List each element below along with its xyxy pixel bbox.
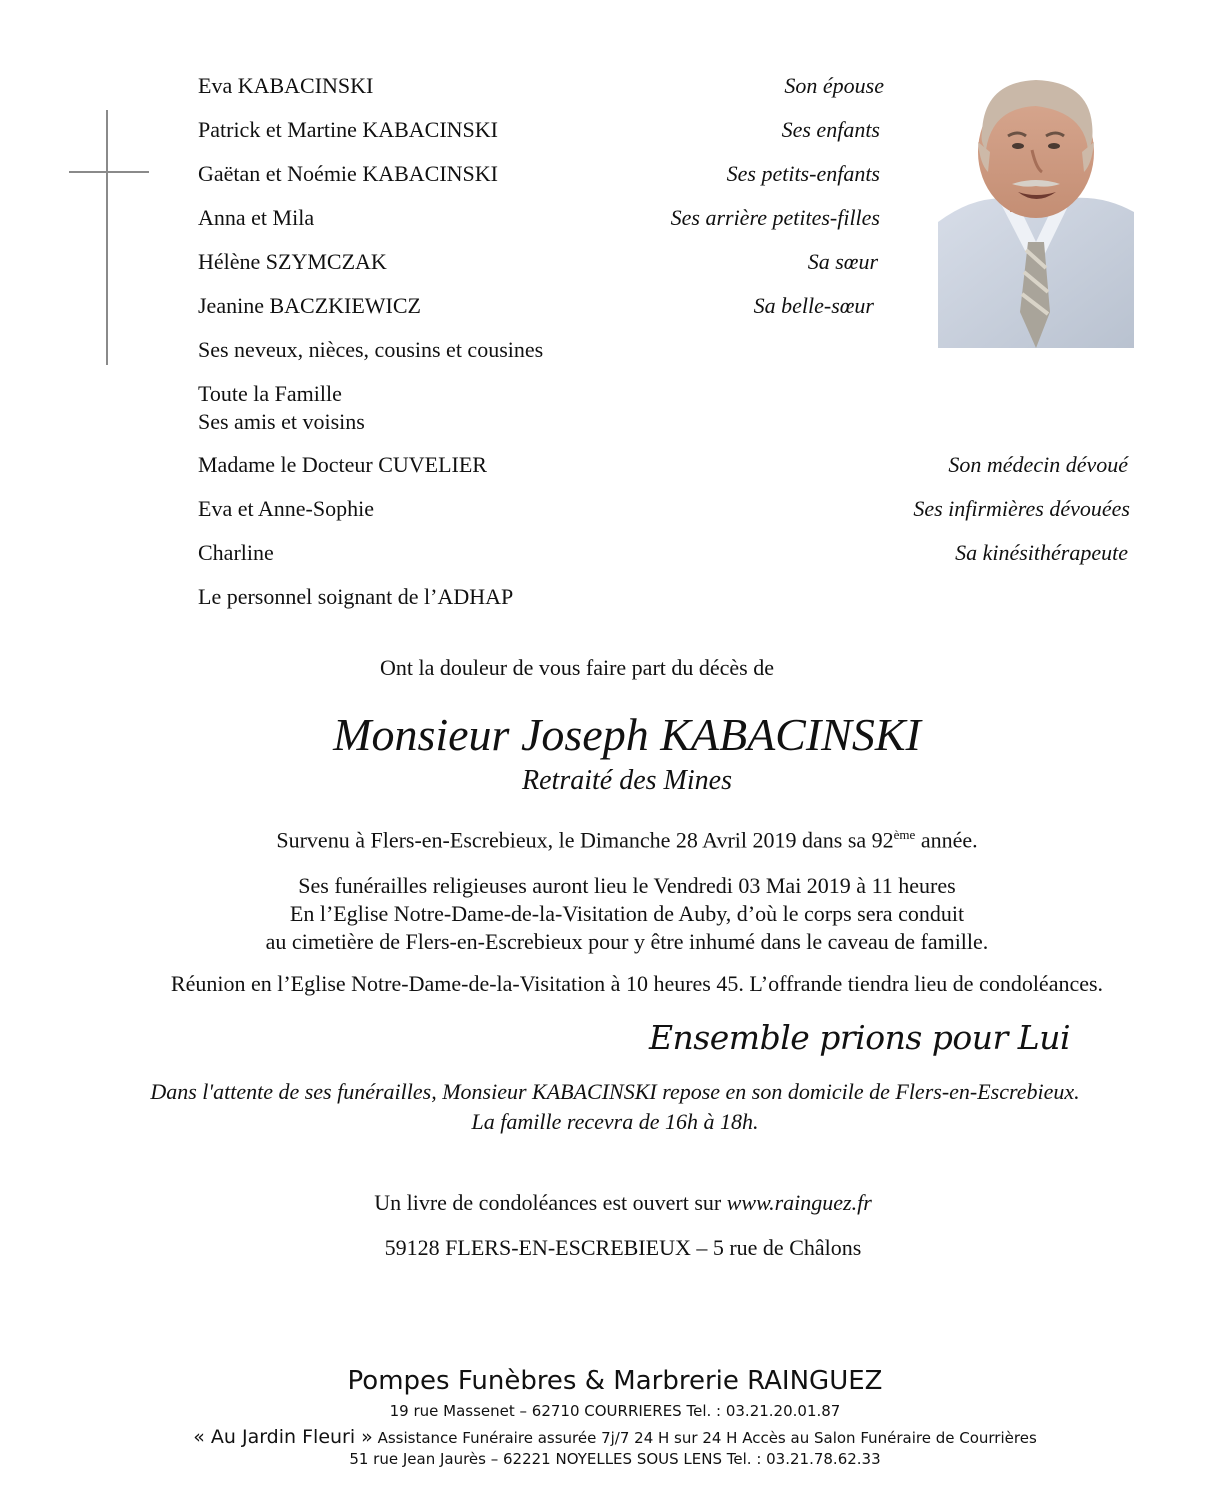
funeral-home-address: 19 rue Massenet – 62710 COURRIERES Tel. : 03.21.20.01.87 <box>389 1402 841 1420</box>
family-row <box>0 249 1214 279</box>
carer-relation: Ses infirmières dévouées <box>913 496 1130 521</box>
family-name: Gaëtan et Noémie KABACINSKI <box>198 161 498 186</box>
family-row <box>0 161 1214 191</box>
services-text: Assistance Funéraire assurée 7j/7 24 H sur 24 H Accès au Salon Funéraire de Courrières <box>372 1429 1037 1447</box>
carer-name: Eva et Anne-Sophie <box>198 496 374 521</box>
cross-vertical <box>106 110 108 365</box>
carer-row <box>0 584 1214 614</box>
funeral-line: au cimetière de Flers-en-Escrebieux pour y être inhumé dans le caveau de famille. <box>265 929 989 954</box>
vigil-line: Dans l'attente de ses funérailles, Monsieur KABACINSKI repose en son domicile de Flers-en-Escrebieux. <box>150 1079 1080 1104</box>
family-row <box>0 293 1214 323</box>
family-relation: Sa belle-sœur <box>753 293 874 318</box>
family-relation: Sa sœur <box>807 249 878 274</box>
carer-relation: Sa kinésithérapeute <box>955 540 1128 565</box>
family-name: Jeanine BACZKIEWICZ <box>198 293 421 318</box>
carer-row <box>0 452 1214 482</box>
deceased-occupation: Retraité des Mines <box>522 765 732 796</box>
branch-name: « Au Jardin Fleuri » <box>193 1426 373 1448</box>
funeral-home-services <box>8 1426 1214 1448</box>
friends-line: Ses amis et voisins <box>198 409 365 434</box>
carer-name: Le personnel soignant de l’ADHAP <box>198 584 514 609</box>
carer-relation: Son médecin dévoué <box>948 452 1128 477</box>
condolence-text: Un livre de condoléances est ouvert sur <box>374 1190 727 1215</box>
family-address: 59128 FLERS-EN-ESCREBIEUX – 5 rue de Châlons <box>384 1235 862 1260</box>
branch-address: 51 rue Jean Jaurès – 62221 NOYELLES SOUS LENS Tel. : 03.21.78.62.33 <box>349 1450 881 1468</box>
family-row <box>0 117 1214 147</box>
death-notice <box>20 827 1214 853</box>
carer-row <box>0 540 1214 570</box>
family-relation: Ses arrière petites-filles <box>670 205 880 230</box>
condolence-book <box>16 1190 1214 1216</box>
family-name: Anna et Mila <box>198 205 315 230</box>
death-text: Survenu à Flers-en-Escrebieux, le Dimanche 28 Avril 2019 dans sa 92 <box>276 827 894 853</box>
family-name: Eva KABACINSKI <box>198 73 374 98</box>
vigil-notice <box>8 1077 1214 1137</box>
whole-family-line: Toute la Famille <box>198 381 342 406</box>
funeral-line: Ses funérailles religieuses auront lieu le Vendredi 03 Mai 2019 à 11 heures <box>298 873 956 898</box>
family-row <box>0 205 1214 235</box>
death-end: année. <box>915 827 978 853</box>
family-name: Patrick et Martine KABACINSKI <box>198 117 499 142</box>
deceased-name: Monsieur Joseph KABACINSKI <box>333 709 921 760</box>
nephews-line: Ses neveux, nièces, cousins et cousines <box>198 337 544 362</box>
funeral-line: En l’Eglise Notre-Dame-de-la-Visitation de Auby, d’où le corps sera conduit <box>289 901 965 926</box>
family-relation: Ses enfants <box>781 117 880 142</box>
death-ordinal: ème <box>893 827 916 842</box>
family-relation: Ses petits-enfants <box>726 161 880 186</box>
meeting-notice: Réunion en l’Eglise Notre-Dame-de-la-Visitation à 10 heures 45. L’offrande tiendra lieu de condoléances. <box>170 971 1104 996</box>
funeral-details <box>20 872 1214 956</box>
carer-row <box>0 496 1214 526</box>
funeral-home-name: Pompes Funèbres & Marbrerie RAINGUEZ <box>347 1366 883 1396</box>
carer-name: Madame le Docteur CUVELIER <box>198 452 487 477</box>
vigil-line: La famille recevra de 16h à 18h. <box>471 1109 759 1134</box>
condolence-link[interactable]: www.rainguez.fr <box>726 1190 872 1215</box>
prayer-line: Ensemble prions pour Lui <box>648 1018 1070 1057</box>
carer-name: Charline <box>198 540 274 565</box>
announcement-intro: Ont la douleur de vous faire part du décès de <box>379 655 775 680</box>
family-relation: Son épouse <box>784 73 884 98</box>
family-name: Hélène SZYMCZAK <box>198 249 387 274</box>
family-row <box>0 73 1214 103</box>
